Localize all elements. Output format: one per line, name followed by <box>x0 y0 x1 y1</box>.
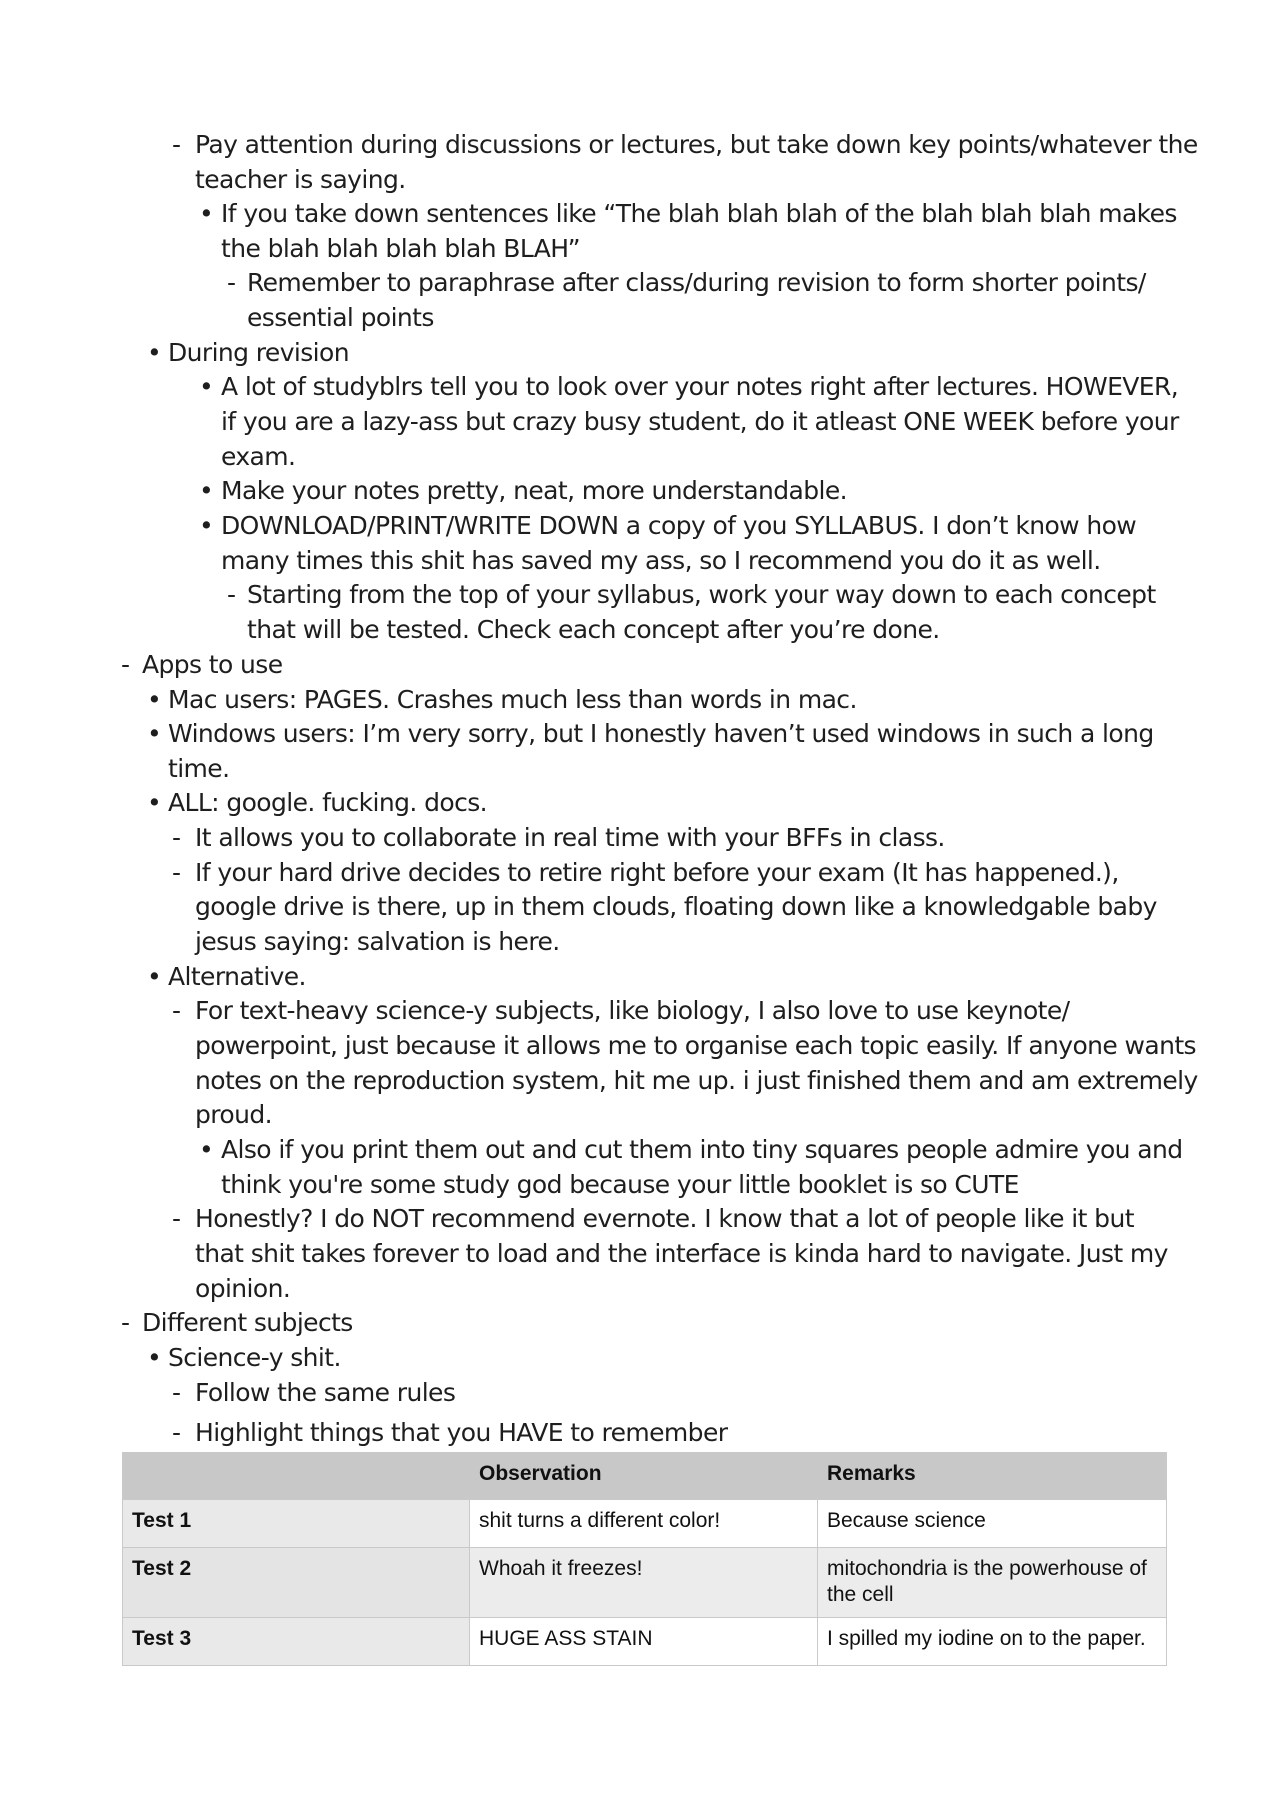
text-line: Science-y shit. <box>168 1343 341 1372</box>
text-line: Apps to use <box>142 650 283 679</box>
text-line: teacher is saying. <box>195 165 406 194</box>
list-marker: • <box>147 338 162 367</box>
table-cell: Whoah it freezes! <box>470 1548 818 1618</box>
list-marker: • <box>147 1343 162 1372</box>
text-line: many times this shit has saved my ass, so I recommend you do it as well. <box>221 546 1101 575</box>
text-line: google drive is there, up in them clouds, floating down like a knowledgable baby <box>195 892 1157 921</box>
text-line: Mac users: PAGES. Crashes much less than words in mac. <box>168 685 857 714</box>
list-marker: - <box>172 130 182 159</box>
list-marker: - <box>121 1308 131 1337</box>
text-line: that shit takes forever to load and the interface is kinda hard to navigate. Just my <box>195 1239 1168 1268</box>
text-line: that will be tested. Check each concept after you’re done. <box>247 615 940 644</box>
text-line: During revision <box>168 338 349 367</box>
text-line: Remember to paraphrase after class/during revision to form shorter points/ <box>247 268 1146 297</box>
list-marker: • <box>199 372 214 401</box>
text-line: Alternative. <box>168 962 306 991</box>
text-line: Windows users: I’m very sorry, but I honestly haven’t used windows in such a long <box>168 719 1154 748</box>
text-line: Starting from the top of your syllabus, work your way down to each concept <box>247 580 1156 609</box>
header-cell-remarks: Remarks <box>818 1453 1167 1500</box>
header-cell-observation: Observation <box>470 1453 818 1500</box>
row-label: Test 2 <box>123 1548 470 1618</box>
list-marker: • <box>147 719 162 748</box>
table-header-row <box>123 1453 1167 1500</box>
list-marker: • <box>147 685 162 714</box>
table-cell: I spilled my iodine on to the paper. <box>818 1618 1167 1666</box>
text-line: exam. <box>221 442 296 471</box>
observation-table <box>122 1452 1167 1666</box>
list-marker: • <box>199 476 214 505</box>
list-marker: - <box>172 1418 182 1447</box>
text-line: Different subjects <box>142 1308 353 1337</box>
table-cell: Because science <box>818 1500 1167 1548</box>
list-marker: • <box>199 1135 214 1164</box>
text-line: It allows you to collaborate in real time with your BFFs in class. <box>195 823 945 852</box>
list-marker: • <box>199 511 214 540</box>
header-cell-blank <box>123 1453 470 1500</box>
text-line: DOWNLOAD/PRINT/WRITE DOWN a copy of you SYLLABUS. I don’t know how <box>221 511 1137 540</box>
text-line: Make your notes pretty, neat, more understandable. <box>221 476 848 505</box>
list-marker: - <box>172 823 182 852</box>
list-marker: • <box>147 788 162 817</box>
text-line: opinion. <box>195 1274 291 1303</box>
list-marker: - <box>172 1378 182 1407</box>
text-line: think you're some study god because your little booklet is so CUTE <box>221 1170 1019 1199</box>
text-line: proud. <box>195 1100 272 1129</box>
table-cell: shit turns a different color! <box>470 1500 818 1548</box>
row-label: Test 1 <box>123 1500 470 1548</box>
table-row <box>123 1500 1167 1548</box>
text-line: essential points <box>247 303 434 332</box>
text-line: If you take down sentences like “The blah blah blah of the blah blah blah makes <box>221 199 1177 228</box>
table-cell: HUGE ASS STAIN <box>470 1618 818 1666</box>
table-row <box>123 1548 1167 1618</box>
text-line: time. <box>168 754 230 783</box>
row-label: Test 3 <box>123 1618 470 1666</box>
list-marker: • <box>147 962 162 991</box>
table-cell: mitochondria is the powerhouse of the cell <box>818 1548 1167 1618</box>
list-marker: - <box>227 268 237 297</box>
text-line: if you are a lazy-ass but crazy busy student, do it atleast ONE WEEK before your <box>221 407 1179 436</box>
list-marker: - <box>121 650 131 679</box>
text-line: powerpoint, just because it allows me to organise each topic easily. If anyone wants <box>195 1031 1196 1060</box>
text-line: jesus saying: salvation is here. <box>195 927 560 956</box>
list-marker: - <box>172 858 182 887</box>
text-line: Follow the same rules <box>195 1378 456 1407</box>
list-marker: • <box>199 199 214 228</box>
text-line: notes on the reproduction system, hit me up. i just finished them and am extremely <box>195 1066 1198 1095</box>
text-line: ALL: google. fucking. docs. <box>168 788 487 817</box>
text-line: If your hard drive decides to retire right before your exam (It has happened.), <box>195 858 1119 887</box>
text-line: Honestly? I do NOT recommend evernote. I know that a lot of people like it but <box>195 1204 1134 1233</box>
table-row <box>123 1618 1167 1666</box>
text-line: A lot of studyblrs tell you to look over your notes right after lectures. HOWEVER, <box>221 372 1179 401</box>
list-marker: - <box>172 1204 182 1233</box>
text-line: For text-heavy science-y subjects, like biology, I also love to use keynote/ <box>195 996 1070 1025</box>
list-marker: - <box>172 996 182 1025</box>
text-line: the blah blah blah blah BLAH” <box>221 234 581 263</box>
text-line: Pay attention during discussions or lectures, but take down key points/whatever the <box>195 130 1198 159</box>
list-marker: - <box>227 580 237 609</box>
text-line: Highlight things that you HAVE to remember <box>195 1418 728 1447</box>
text-line: Also if you print them out and cut them into tiny squares people admire you and <box>221 1135 1183 1164</box>
